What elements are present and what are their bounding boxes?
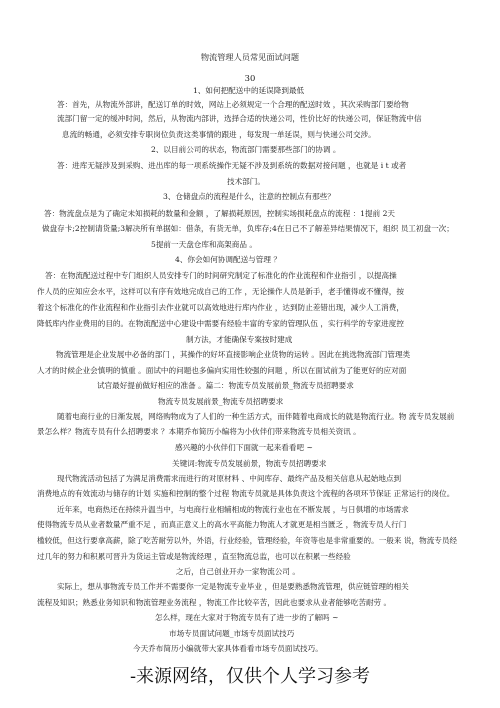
answer-line: 做盘存卡;2控制请货量;3解决所有单据如：借条，有货无单，负库存;4在日己不了解差异结果情况下，组织 员工初盘一次； — [42, 224, 454, 233]
paragraph-line: 怎么样，现在大家对于物流专员有了进一步的了解吗 ~ — [155, 613, 339, 622]
question-heading: 1、如何把配送中的延误降到最低 — [193, 86, 305, 95]
question-heading: 4、你会如何协调配送与管理 ？ — [175, 255, 281, 264]
paragraph-line: 今天乔布简历小编就带大家具体看看市场专员面试技巧。 — [133, 644, 323, 653]
paragraph-line: 过几年的努力和积累可晋升为货运主管或是物流经理 ，直至物流总监，也可以在积累一些经验 — [37, 552, 351, 561]
answer-line: 着这个标准化的作业流程和作业指引去作业就可以高效地进行库内作业 ，达到防止差错出现，减少人工消费， — [37, 303, 404, 312]
answer-line: 息流的畅通，必须安排专职岗位负责这类事情的跟进 ，每发现一单延误，则与快递公司交涉。 — [62, 130, 376, 139]
answer-line: 答：进库无疑涉及到采购、进出库的每一项系统操作无疑不涉及到系统的数据对接问题 ，也就是 i t 或者 — [57, 161, 407, 170]
answer-line: 流部门留一定的缓冲时间，然后，从物流内部讲，选择合适的快递公司，性价比好的快递公司，保证物流中信 — [57, 114, 422, 123]
paragraph-line: 之后，自己创业开办一家物流公司 。 — [176, 567, 300, 576]
answer-line: 降低库内作业费用的目的。在物流配送中心建设中需要有经验丰富的专家的管理队伍 ，实行科学的专家进度控 — [37, 319, 404, 328]
paragraph-line: 感兴趣的小伙伴们下面就一起来看看吧 ~ — [175, 443, 313, 452]
answer-line: 5提前一天盘仓库和高架商品 。 — [151, 240, 257, 249]
section-heading: 物流专员发展前景_物流专员招聘要求 — [158, 397, 284, 406]
answer-line: 作人员的应知应会水平，这样可以有序有效地完成自己的工作 ，无论操作人员是新手，老手懂得或不懂得，按 — [37, 287, 404, 296]
answer-line: 答：在物流配送过程中专门组织人员安排专门的时间研究制定了标准化的作业流程和作业指引 ，以提高操 — [45, 271, 397, 280]
question-heading: 2、以目前公司的状态，物流部门需要那些部门的协调 。 — [151, 145, 341, 154]
answer-line: 答：首先，从物流外部讲，配送订单的时效，网站上必须规定一个合理的配送时效 ，其次采购部门要给物 — [57, 100, 409, 109]
answer-line: 答：物流盘点是为了确定未知损耗的数量和金额 ，了解损耗原因，控制实场损耗盘点的流程 ：1提前 2天 — [44, 209, 396, 218]
question-heading: 3、仓储盘点的流程是什么，注意的控制点有那些？ — [163, 192, 335, 201]
paragraph-line: 近年来，电商热还在持续升温当中，与电商行业相辅相成的物流行业也在不断发展 ，与日俱增的市场需求 — [57, 505, 409, 514]
section-heading: 市场专员面试问题_市场专员面试技巧 — [169, 629, 295, 638]
document-title: 物流管理人员常见面试问题 — [200, 52, 300, 62]
keywords-line: 关键词:物流专员发展前景，物流专员招聘要求 — [172, 459, 327, 468]
paragraph-line: 试官最好提前做好相应的准备 。篇二：物流专员发展前景_物流专员招聘要求 — [97, 381, 354, 390]
source-footer: -来源网络，仅供个人学习参考 — [129, 666, 371, 687]
answer-line: 制方法，才能确保专案按时建成 — [186, 335, 293, 344]
paragraph-line: 人才的时候企业会慎明的慎重 。面试中的问题也多偏向实用性较强的问题 ，所以在面试前为了能更好的应对面 — [37, 366, 407, 375]
paragraph-line: 消费地点的有效流动与储存的计划 实施和控制的整个过程 物流专员就是具体负责这个流程的各项环节保证 正常运行的岗位。 — [37, 489, 455, 498]
paragraph-line: 流程及知识；熟悉业务知识和物流管理业务流程 ，物流工作比较辛苦，因此也要求从业者能够吃苦耐劳 。 — [37, 598, 392, 607]
paragraph-line: 槛较低，但这行要拿高薪，除了吃苦耐劳以外，外语，行业经验，管理经验，年资等也是非常重要的。一般来 说，物流专员经 — [37, 536, 458, 545]
answer-line: 技术部门。 — [227, 177, 265, 186]
paragraph-line: 随着电商行业的日渐发展，网络购物成为了人们的一种生活方式，而伴随着电商成长的就是物流行业。物 流专员发展前 — [57, 412, 455, 421]
section-number: 30 — [244, 73, 256, 83]
paragraph-line: 使得物流专员从业者数量严重不足 ，而真正意义上的高水平高能力物流人才就更是相当匮乏 ，物流专员人行门 — [37, 520, 407, 529]
paragraph-line: 实际上，想从事物流专员工作并不需要你一定是物流专业毕业 ，但是要熟悉物流管理，供应链管理的相关 — [57, 582, 409, 591]
paragraph-line: 物流管理是企业发展中必备的部门 ，其操作的好坏直接影响企业货物的运转 。因此在挑选物流部门管理类 — [56, 350, 411, 359]
paragraph-line: 现代物流活动包括了为满足消费需求而进行的对原材料 、中间库存、最终产品及相关信息从起始地点到 — [57, 474, 402, 483]
paragraph-line: 景怎么样？物流专员有什么招聘要求 ？本期乔布简历小编将为小伙伴们带来物流专员相关资讯 。 — [37, 427, 361, 436]
